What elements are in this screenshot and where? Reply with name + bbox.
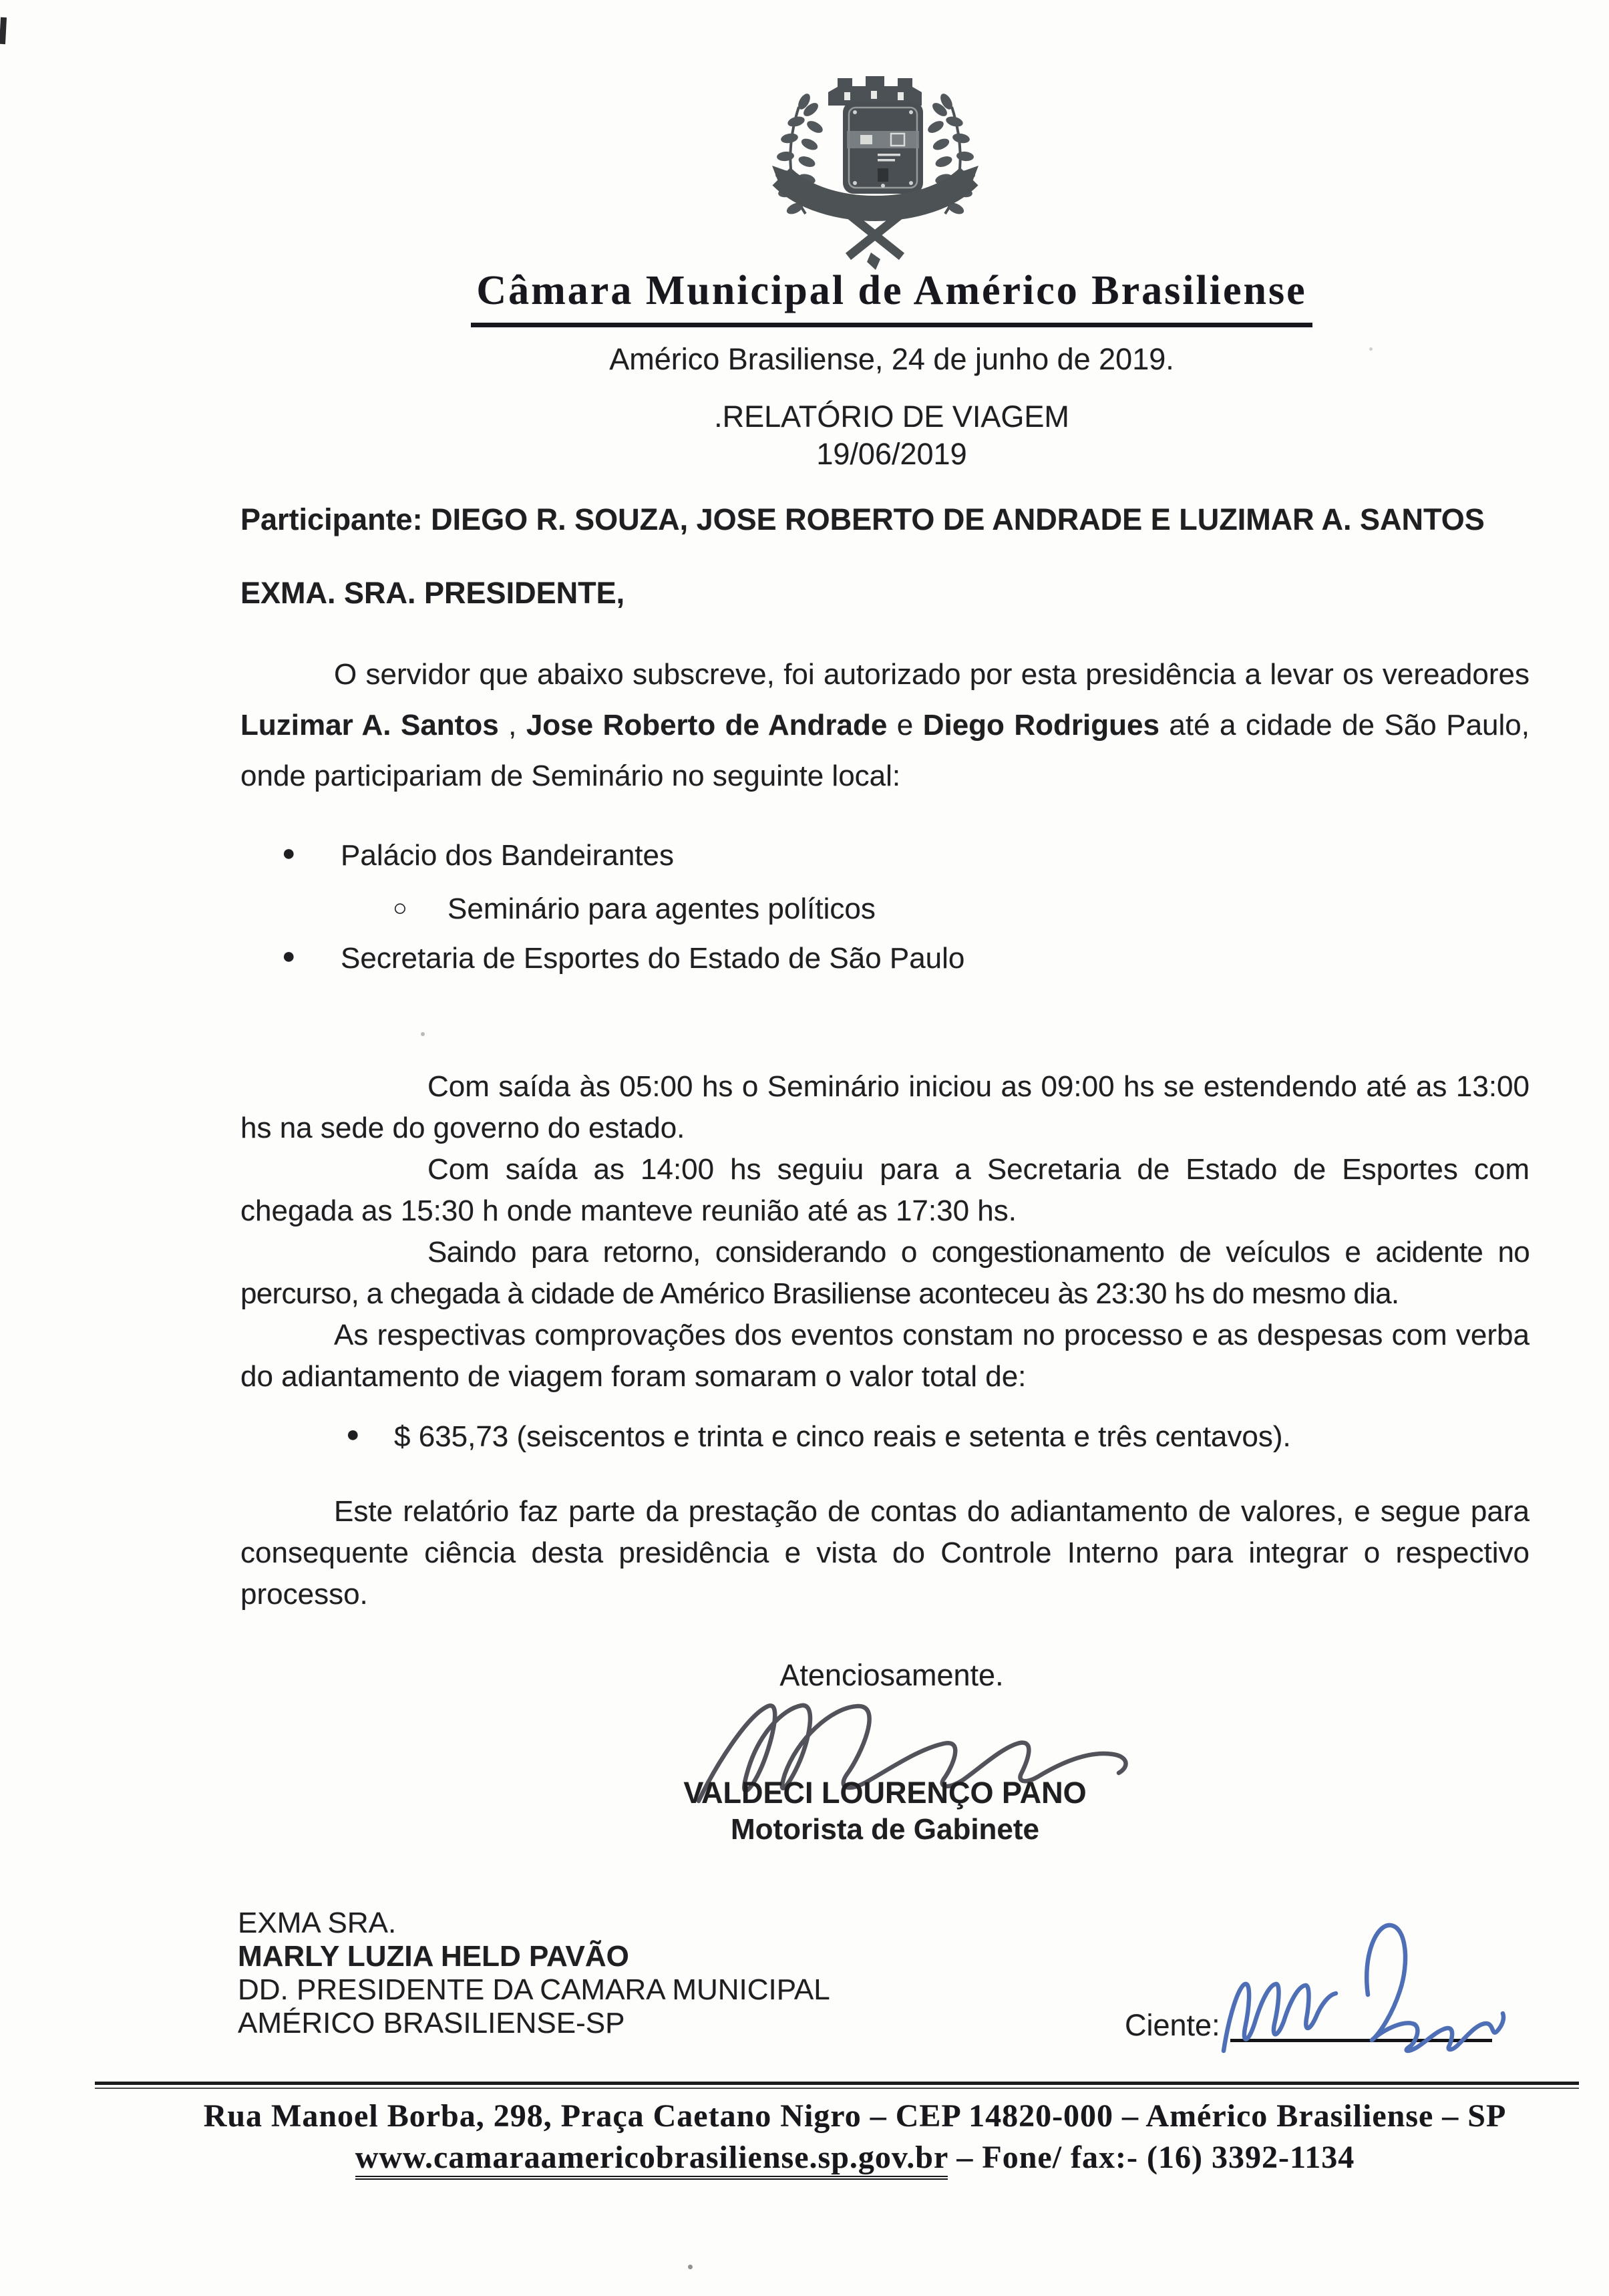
expense-amount-item [240,1420,1530,1454]
addressee-name: MARLY LUZIA HELD PAVÃO [238,1940,629,1973]
location-item-2-label: Secretaria de Esportes do Estado de São Paulo [341,942,965,975]
addressee-city: AMÉRICO BRASILIENSE-SP [238,2007,625,2039]
expenses-paragraph: As respectivas comprovações dos eventos constam no processo e as despesas com verba do adiantamento de viagem foram somaram o valor total de: [240,1319,1530,1393]
departure-paragraph-1: Com saída às 05:00 hs o Seminário iniciou as 09:00 hs se estendendo até as 13:00 hs na sede do governo do estado. [240,1070,1530,1144]
ciente-label: Ciente: [1125,2008,1220,2042]
intro-separator-1: , [498,709,526,742]
institution-title: Câmara Municipal de Américo Brasiliense [471,267,1312,327]
bullet-icon: ● [346,1422,360,1447]
open-bullet-icon: ○ [393,894,407,921]
report-date: 19/06/2019 [816,437,967,471]
expense-amount-label: $ 635,73 (seiscentos e trinta e cinco reais e setenta e três centavos). [394,1420,1291,1453]
intro-separator-2: e [887,709,923,742]
councilor-name-3: Diego Rodrigues [922,709,1159,742]
scan-artifact [421,1032,425,1036]
signer-name: VALDECI LOURENÇO PANO [683,1776,1087,1810]
footer-divider [95,2082,1579,2089]
report-title: .RELATÓRIO DE VIAGEM [714,399,1069,434]
scan-artifact [688,2265,693,2269]
participants-line: Participante: DIEGO R. SOUZA, JOSE ROBERTO DE ANDRADE E LUZIMAR A. SANTOS [240,502,1485,536]
closing-paragraph: Este relatório faz parte da prestação de contas do adiantamento de valores, e segue para consequente ciência desta presidência e vista do Controle Interno para integrar o respectivo processo. [240,1495,1530,1611]
return-paragraph: Saindo para retorno, considerando o congestionamento de veículos e acidente no percurso, a chegada à cidade de Américo Brasiliense aconteceu às 23:30 hs do mesmo dia. [240,1236,1530,1310]
footer-address-line: Rua Manoel Borba, 298, Praça Caetano Nigro – CEP 14820-000 – Américo Brasiliense – SP [203,2098,1507,2134]
header [207,267,1576,327]
president-signature-icon [1210,1915,1511,2067]
footer-website: www.camaraamericobrasiliense.sp.gov.br [355,2140,948,2180]
coat-of-arms-icon [747,75,1004,270]
bullet-icon: ● [282,840,296,866]
salutation-line: EXMA. SRA. PRESIDENTE, [240,576,625,610]
location-item-1 [240,839,1609,872]
addressee-salutation: EXMA SRA. [238,1907,397,1939]
valediction: Atenciosamente. [779,1658,1004,1692]
addressee-title: DD. PRESIDENTE DA CAMARA MUNICIPAL [238,1973,830,2006]
departure-paragraph-2: Com saída as 14:00 hs seguiu para a Secretaria de Estado de Esportes com chegada as 15:30 h onde manteve reunião até as 17:30 hs. [240,1153,1530,1227]
city-date-line: Américo Brasiliense, 24 de junho de 2019. [609,342,1174,376]
intro-text-2: até a cidade de São Paulo, onde participariam de Seminário no seguinte local: [240,709,1530,792]
councilor-name-1: Luzimar A. Santos [240,709,499,742]
seminar-subitem [240,892,1609,926]
bullet-icon: ● [282,943,296,969]
signer-title: Motorista de Gabinete [730,1813,1040,1846]
intro-text-1: O servidor que abaixo subscreve, foi autorizado por esta presidência a levar os vereadores [334,658,1530,691]
location-item-1-label: Palácio dos Bandeirantes [341,839,674,872]
seminar-subitem-label: Seminário para agentes políticos [448,892,876,925]
councilor-name-2: Jose Roberto de Andrade [526,709,888,742]
scan-artifact [0,17,7,44]
intro-paragraph [240,649,1530,802]
addressee-block [238,1907,1173,2040]
footer-contact: – Fone/ fax:- (16) 3392-1134 [948,2140,1355,2175]
location-item-2 [240,942,1609,975]
footer-contact-line [100,2139,1609,2176]
